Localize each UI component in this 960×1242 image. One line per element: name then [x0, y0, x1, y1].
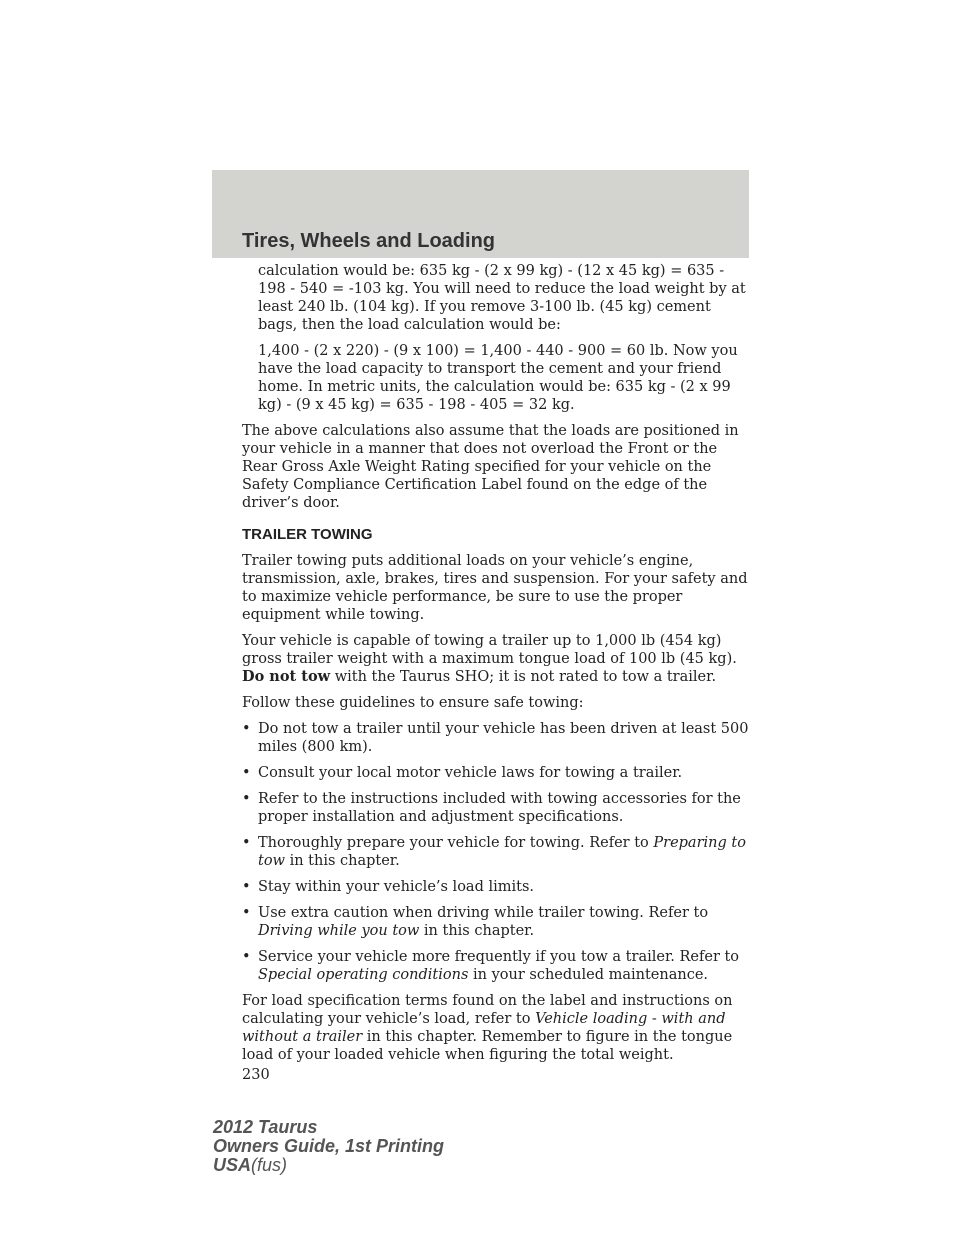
chapter-title: Tires, Wheels and Loading	[242, 230, 496, 252]
list-item: • Refer to the instructions included with towing accessories for the proper installation and adjustment specifications.	[242, 791, 741, 825]
towing-intro-paragraph: Trailer towing puts additional loads on your vehicle’s engine, transmission, axle, brakes, tires and suspension. For your safety and to maximize vehicle performance, be sure to use the proper equipment while towing.	[242, 553, 748, 623]
list-item: • Stay within your vehicle’s load limits.	[242, 879, 534, 895]
calculation-paragraph-1: calculation would be: 635 kg - (2 x 99 kg) - (12 x 45 kg) = 635 - 198 - 540 = -103 kg. You will need to reduce the load weight by at least 240 lb. (104 kg). If you remove 3-100 lb. (45 kg) cement bags, then the load calculation would be:	[258, 263, 746, 333]
assumption-paragraph: The above calculations also assume that the loads are positioned in your vehicle in a manner that does not overload the Front or the Rear Gross Axle Weight Rating specified for your vehicle on the Safety Compliance Certification Label found on the edge of the driver’s door.	[242, 423, 739, 511]
footer-guide-printing: Owners Guide, 1st Printing	[213, 1136, 445, 1156]
calculation-paragraph-2: 1,400 - (2 x 220) - (9 x 100) = 1,400 - 440 - 900 = 60 lb. Now you have the load capacity to transport the cement and your friend home. In metric units, the calculation would be: 635 kg - (2 x 99 kg) - (9 x 45 kg) = 635 - 198 - 405 = 32 kg.	[258, 343, 738, 413]
section-heading-trailer-towing: TRAILER TOWING	[242, 526, 373, 543]
bullet-icon: •	[242, 721, 251, 737]
reference-driving-while-you-tow: Driving while you tow	[258, 923, 420, 939]
do-not-tow-warning: Do not tow	[242, 668, 331, 685]
reference-special-operating-conditions: Special operating conditions	[258, 967, 469, 983]
document-footer	[213, 1118, 444, 1175]
footer-region-code: (fus)	[251, 1155, 288, 1175]
bullet-icon: •	[242, 949, 251, 965]
footer-region: USA(fus)	[213, 1155, 288, 1175]
footer-model-year: 2012 Taurus	[213, 1117, 318, 1137]
load-specification-paragraph: For load specification terms found on the label and instructions on calculating your vehicle’s load, refer to Vehicle loading - with and without a trailer in this chapter. Remember to figure in the tongue load of your loaded vehicle when figuring the total weight.	[242, 993, 733, 1063]
guidelines-intro: Follow these guidelines to ensure safe towing:	[242, 695, 584, 711]
bullet-icon: •	[242, 835, 251, 851]
bullet-icon: •	[242, 791, 251, 807]
list-item: • Thoroughly prepare your vehicle for towing. Refer to Preparing to tow in this chapter.	[242, 835, 746, 869]
list-item: • Consult your local motor vehicle laws for towing a trailer.	[242, 765, 683, 781]
page-content	[242, 262, 752, 1084]
bullet-icon: •	[242, 905, 251, 921]
page-number: 230	[242, 1067, 270, 1083]
capacity-text: Your vehicle is capable of towing a trailer up to 1,000 lb (454 kg) gross trailer weight with a maximum tongue load of 100 lb (45 kg).	[242, 633, 737, 667]
bullet-icon: •	[242, 879, 251, 895]
list-item: • Use extra caution when driving while trailer towing. Refer to Driving while you tow in this chapter.	[242, 905, 709, 939]
capacity-rest: with the Taurus SHO; it is not rated to tow a trailer.	[334, 669, 717, 685]
bullet-icon: •	[242, 765, 251, 781]
reference-preparing-to-tow: Preparing to tow	[258, 835, 746, 869]
reference-vehicle-loading: Vehicle loading - with and without a trailer	[242, 1011, 726, 1045]
list-item: • Service your vehicle more frequently if you tow a trailer. Refer to Special operating conditions in your scheduled maintenance.	[242, 949, 740, 983]
list-item: • Do not tow a trailer until your vehicle has been driven at least 500 miles (800 km).	[242, 721, 749, 755]
towing-capacity-paragraph	[242, 632, 752, 686]
guidelines-list	[242, 720, 752, 984]
